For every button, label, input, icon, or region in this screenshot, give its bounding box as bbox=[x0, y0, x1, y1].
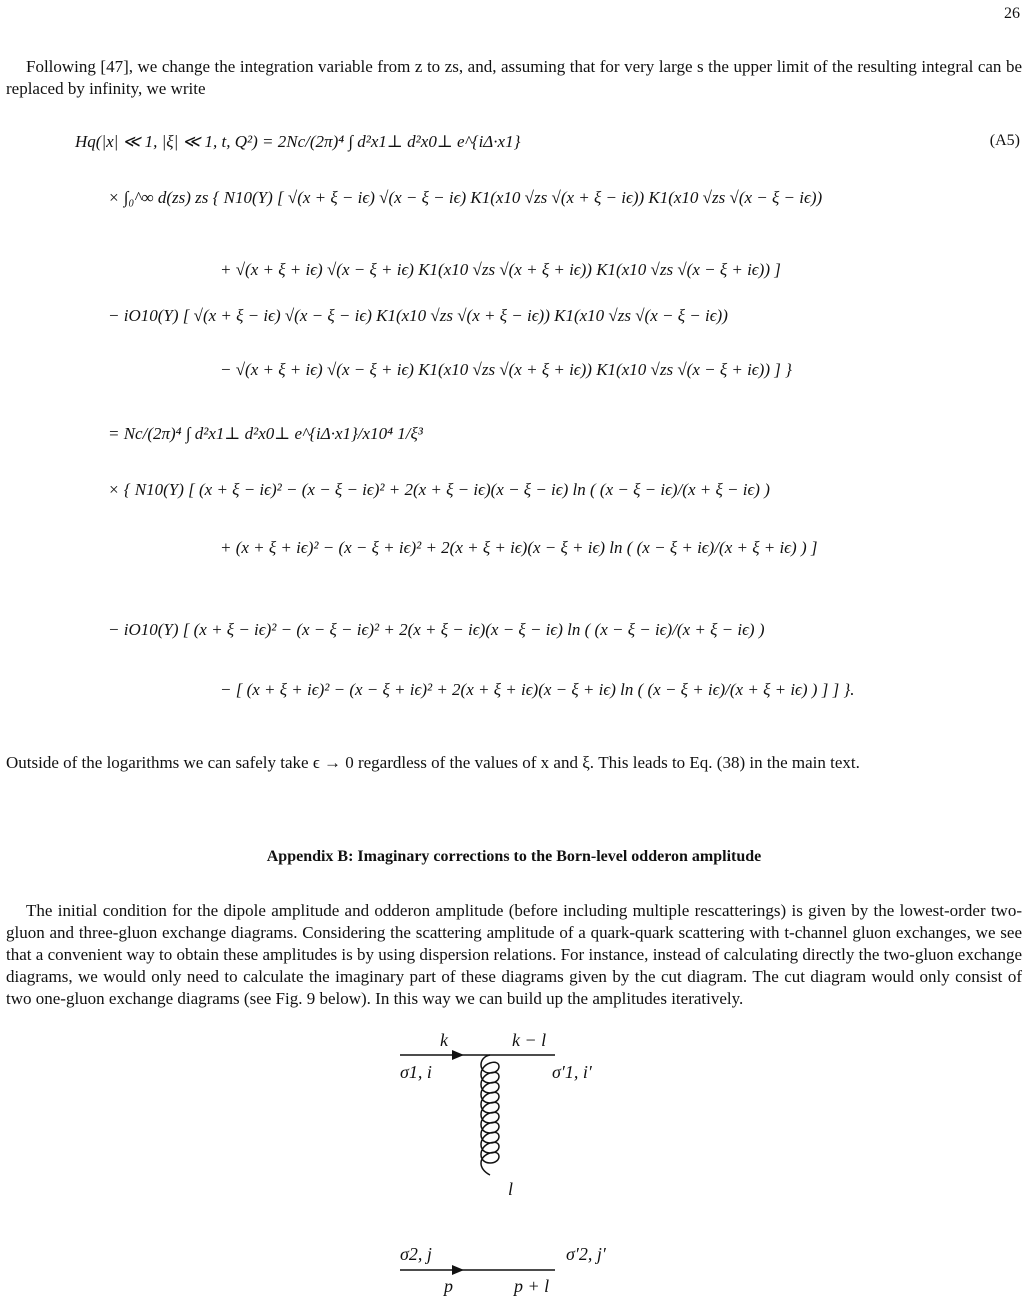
bottom-right-label: σ′2, j′ bbox=[566, 1244, 606, 1264]
top-right-label: σ′1, i′ bbox=[552, 1062, 592, 1082]
bottom-arrow-icon bbox=[452, 1265, 464, 1275]
intro-paragraph: Following [47], we change the integration variable from z to zs, and, assuming that for very large s the upper limit of the resulting integral can be replaced by infinity, we write bbox=[6, 57, 1022, 98]
gluon-line bbox=[481, 1055, 499, 1175]
equation-label: (A5) bbox=[989, 132, 1020, 149]
page-number: 26 bbox=[1004, 5, 1020, 22]
equation-line-1: Hq(|x| ≪ 1, |ξ| ≪ 1, t, Q²) = 2Nc/(2π)⁴ ∫ d²x1⊥ d²x0⊥ e^{iΔ·x1} bbox=[75, 132, 521, 151]
top-arrow-icon bbox=[452, 1050, 464, 1060]
bottom-right-momentum: p + l bbox=[514, 1276, 550, 1296]
equation-a5 bbox=[0, 118, 1028, 718]
top-right-momentum: k − l bbox=[512, 1030, 547, 1050]
equation-line-10: − [ (x + ξ + iϵ)² − (x − ξ + iϵ)² + 2(x + ξ + iϵ)(x − ξ + iϵ) ln ( (x − ξ + iϵ)/(x + ξ + iϵ) ) ] ] }. bbox=[220, 680, 855, 699]
after-equation-paragraph: Outside of the logarithms we can safely take ϵ → 0 regardless of the values of x and ξ. This leads to Eq. (38) in the main text. bbox=[6, 753, 860, 772]
bottom-left-label: σ2, j bbox=[400, 1244, 432, 1264]
equation-line-7: × { N10(Y) [ (x + ξ − iϵ)² − (x − ξ − iϵ)² + 2(x + ξ − iϵ)(x − ξ − iϵ) ln ( (x − ξ − iϵ)/(x + ξ − iϵ) ) bbox=[108, 480, 770, 499]
appendix-b-paragraph: The initial condition for the dipole amplitude and odderon amplitude (before including multiple rescatterings) is given by the lowest-order two-gluon and three-gluon exchange diagrams. Considering the scattering amplitude of a quark-quark scattering with t-channel gluon exchanges, we see that a convenient way to obtain these amplitudes is by using dispersion relations. For instance, instead of calculating directly the two-gluon exchange diagrams, we would only need to calculate the imaginary part of these diagrams given by the cut diagram. The cut diagram would only consist of two one-gluon exchange diagrams (see Fig. 9 below). In this way we can build up the amplitudes iteratively. bbox=[6, 901, 1022, 1008]
bottom-left-momentum: p bbox=[444, 1276, 453, 1296]
equation-line-8: + (x + ξ + iϵ)² − (x − ξ + iϵ)² + 2(x + ξ + iϵ)(x − ξ + iϵ) ln ( (x − ξ + iϵ)/(x + ξ + iϵ) ) ] bbox=[220, 538, 818, 557]
equation-line-4: − iO10(Y) [ √(x + ξ − iϵ) √(x − ξ − iϵ) K1(x10 √zs √(x + ξ − iϵ)) K1(x10 √zs √(x − ξ − iϵ)) bbox=[108, 306, 728, 325]
equation-line-9: − iO10(Y) [ (x + ξ − iϵ)² − (x − ξ − iϵ)² + 2(x + ξ − iϵ)(x − ξ − iϵ) ln ( (x − ξ − iϵ)/(x + ξ − iϵ) ) bbox=[108, 620, 765, 639]
equation-line-6: = Nc/(2π)⁴ ∫ d²x1⊥ d²x0⊥ e^{iΔ·x1}/x10⁴ 1/ξ³ bbox=[108, 424, 423, 443]
equation-line-2: × ∫₀^∞ d(zs) zs { N10(Y) [ √(x + ξ − iϵ) √(x − ξ − iϵ) K1(x10 √zs √(x + ξ − iϵ)) K1(x10 √zs √(x − ξ − iϵ)) bbox=[108, 188, 823, 207]
feynman-diagram bbox=[380, 1020, 640, 1305]
top-left-momentum: k bbox=[440, 1030, 448, 1050]
appendix-b-heading: Appendix B: Imaginary corrections to the Born-level odderon amplitude bbox=[266, 848, 762, 865]
equation-line-3: + √(x + ξ + iϵ) √(x − ξ + iϵ) K1(x10 √zs √(x + ξ + iϵ)) K1(x10 √zs √(x − ξ + iϵ)) ] bbox=[220, 260, 781, 279]
equation-line-5: − √(x + ξ + iϵ) √(x − ξ + iϵ) K1(x10 √zs √(x + ξ + iϵ)) K1(x10 √zs √(x − ξ + iϵ)) ] } bbox=[220, 360, 792, 379]
top-left-label: σ1, i bbox=[400, 1062, 432, 1082]
gluon-momentum-label: l bbox=[508, 1179, 514, 1199]
